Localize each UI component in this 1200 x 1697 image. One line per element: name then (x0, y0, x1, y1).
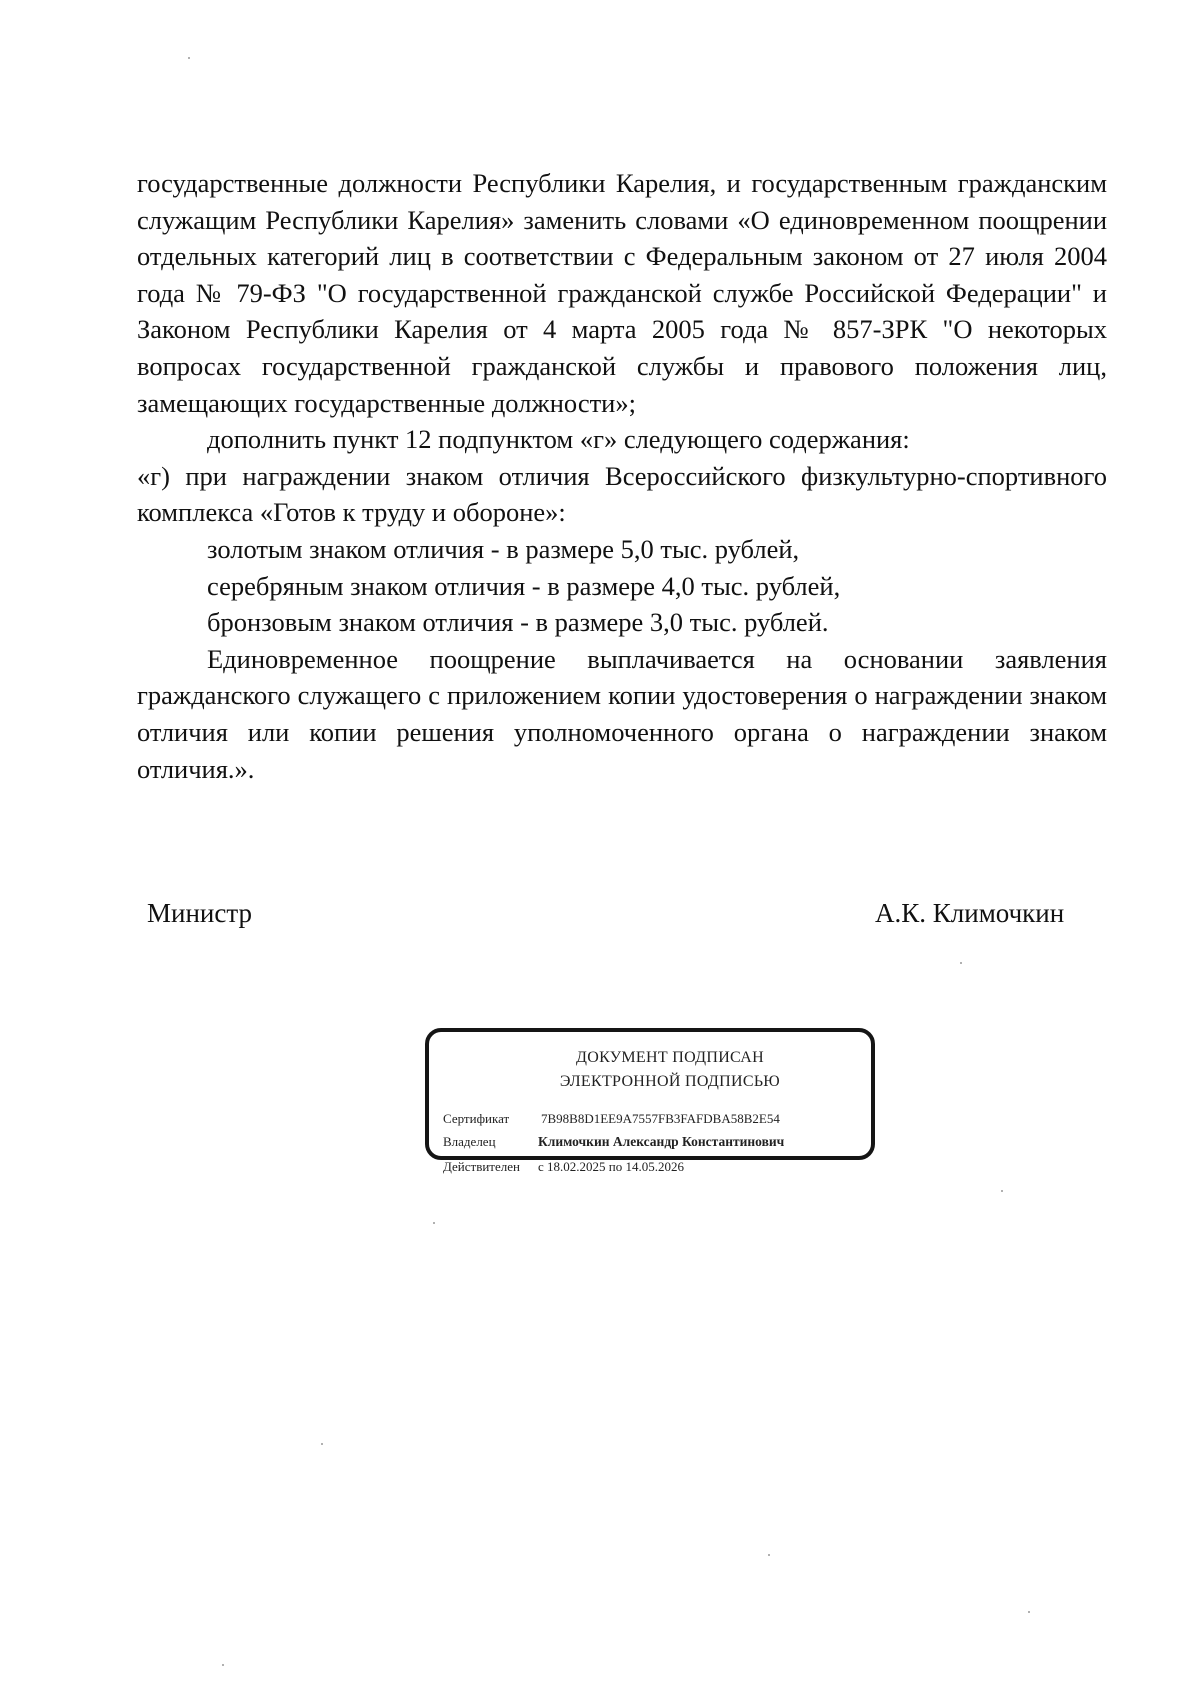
paragraph: государственные должности Республики Карелия, и государственным гражданским служащим Республики Карелия» заменить словами «О единовременном поощрении отдельных категорий лиц в соответствии с Федеральным законом от 27 июля 2004 года № 79-ФЗ "О государственной гражданской службе Российской Федерации" и Законом Республики Карелия от 4 марта 2005 года № 857-ЗРК "О некоторых вопросах государственной гражданской службы и правового положения лиц, замещающих государственные должности»; (137, 168, 1107, 418)
paragraph: Единовременное поощрение выплачивается на основании заявления гражданского служащего с приложением копии удостоверения о награждении знаком отличия или копии решения уполномоченного органа о награждении знаком отличия.». (137, 643, 1107, 784)
scan-speck (321, 1443, 323, 1445)
paragraph: дополнить пункт 12 подпунктом «г» следующего содержания: (207, 424, 910, 455)
owner-value: Климочкин Александр Константинович (538, 1134, 785, 1149)
valid-value: с 18.02.2025 по 14.05.2026 (538, 1159, 684, 1174)
stamp-certificate-row (443, 1111, 780, 1127)
document-body (137, 165, 1107, 787)
scan-speck (1028, 1611, 1030, 1613)
scan-speck (1001, 1190, 1003, 1192)
owner-label: Владелец (443, 1134, 496, 1149)
stamp-header-line: ДОКУМЕНТ ПОДПИСАН (576, 1049, 764, 1066)
paragraph: золотым знаком отличия - в размере 5,0 тыс. рублей, (207, 533, 800, 564)
valid-label: Действителен (443, 1159, 520, 1174)
paragraph: серебряным знаком отличия - в размере 4,0 тыс. рублей, (207, 570, 841, 601)
scan-speck (222, 1664, 224, 1666)
stamp-validity-row (443, 1159, 684, 1175)
scan-speck (188, 57, 190, 59)
certificate-value: 7B98B8D1EE9A7557FB3FAFDBA58B2E54 (541, 1111, 780, 1126)
scan-speck (960, 962, 962, 964)
paragraph: бронзовым знаком отличия - в размере 3,0 тыс. рублей. (207, 607, 829, 638)
signer-title: Министр (147, 898, 252, 928)
signer-name: А.К. Климочкин (875, 898, 1065, 928)
stamp-header-line: ЭЛЕКТРОННОЙ ПОДПИСЬЮ (559, 1073, 781, 1090)
scan-speck (433, 1222, 435, 1224)
paragraph: «г) при награждении знаком отличия Всероссийского физкультурно-спортивного комплекса «Готов к труду и обороне»: (137, 460, 1107, 528)
stamp-owner-row (443, 1134, 784, 1150)
electronic-signature-stamp (425, 1028, 875, 1174)
scan-speck (768, 1554, 770, 1556)
certificate-label: Сертификат (443, 1111, 510, 1126)
stamp-header (429, 1046, 871, 1094)
